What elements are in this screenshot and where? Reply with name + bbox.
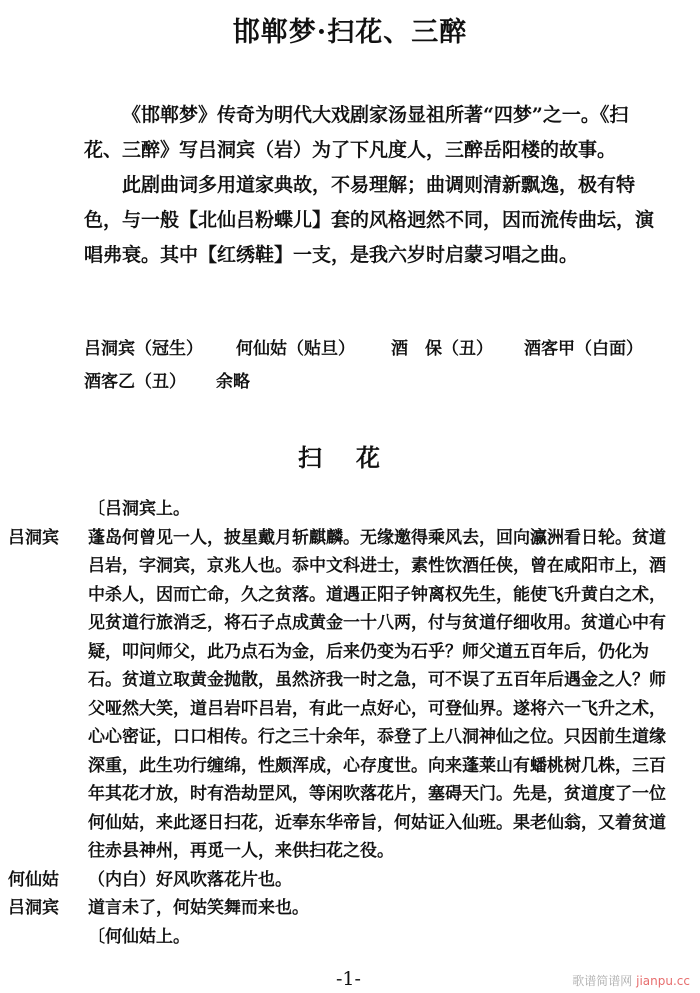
intro-paragraph: 《邯郸梦》传奇为明代大戏剧家汤显祖所著“四梦”之一。《扫花、三醉》写吕洞宾（岩）为了下凡度人，三醉岳阳楼的故事。 [84,104,629,161]
speech-text: 道言未了，何姑笑舞而来也。 [88,898,309,918]
speech-text: （内白）好风吹落花片也。 [88,869,292,890]
cast-role: 余略 [216,372,250,392]
cast-role: 酒客乙（丑） [84,372,186,392]
introduction [84,98,666,273]
dialogue-block [0,866,700,895]
cast-role: 酒 保（丑） [391,339,493,359]
cast-role: 酒客甲（白面） [524,339,643,359]
cast-row [84,333,664,366]
speech-text: 蓬岛何曾见一人，披星戴月斩麒麟。无缘邀得乘风去，回向瀛洲看日轮。贫道吕岩，字洞宾，京兆人也。忝中文科进士，素性饮酒任侠，曾在咸阳市上，酒中杀人，因而亡命，久之贫落。道遇正阳子钟离权先生，能使飞升黄白之术，见贫道行旅消乏，将石子点成黄金一十八两，付与贫道仔细收用。贫道心中有疑，叩问师父，此乃点石为金，后来仍变为石乎？师父道五百年后，仍化为石。贫道立取黄金抛散，虽然济我一时之急，可不误了五百年后遇金之人？师父哑然大笑，道吕岩吓吕岩，有此一点好心，可登仙界。遂将六一飞升之术，心心密证，口口相传。行之三十余年，忝登了上八洞神仙之位。只因前生道缘深重，此生功行缠绵，性颇浑成，心存度世。向来蓬莱山有蟠桃树几株，三百年其花才放，时有浩劫罡风，等闲吹落花片，塞碍天门。先是，贫道度了一位何仙姑，来此逐日扫花，近奉东华帝旨，何姑证入仙班。果老仙翁，又着贫道往赤县神州，再觅一人，来供扫花之役。 [88,527,666,861]
watermark [572,972,690,989]
speaker-name: 吕洞宾 [8,527,59,548]
watermark-url: jianpu.cc [636,974,690,988]
cast-role: 吕洞宾（冠生） [84,339,203,359]
speaker-name: 何仙姑 [8,869,59,890]
speaker-name: 吕洞宾 [8,898,59,918]
cast-row [84,366,664,399]
page-number: -1- [336,968,361,990]
script-body [0,495,700,951]
intro-paragraph: 此剧曲词多用道家典故，不易理解；曲调则清新飘逸，极有特色，与一般【北仙吕粉蝶儿】套的风格迥然不同，因而流传曲坛，演唱弗衰。其中【红绣鞋】一支，是我六岁时启蒙习唱之曲。 [84,174,655,266]
stage-direction: 〔何仙姑上。 [88,926,190,947]
section-title: 扫花 [298,443,414,472]
cast-list [84,333,664,399]
watermark-site: 歌谱简谱网 [572,974,633,988]
stage-direction: 〔吕洞宾上。 [88,499,190,519]
cast-role: 何仙姑（贴旦） [236,339,355,359]
dialogue-block [0,894,700,923]
page-title: 邯郸梦·扫花、三醉 [232,17,468,48]
dialogue-block [0,524,700,866]
